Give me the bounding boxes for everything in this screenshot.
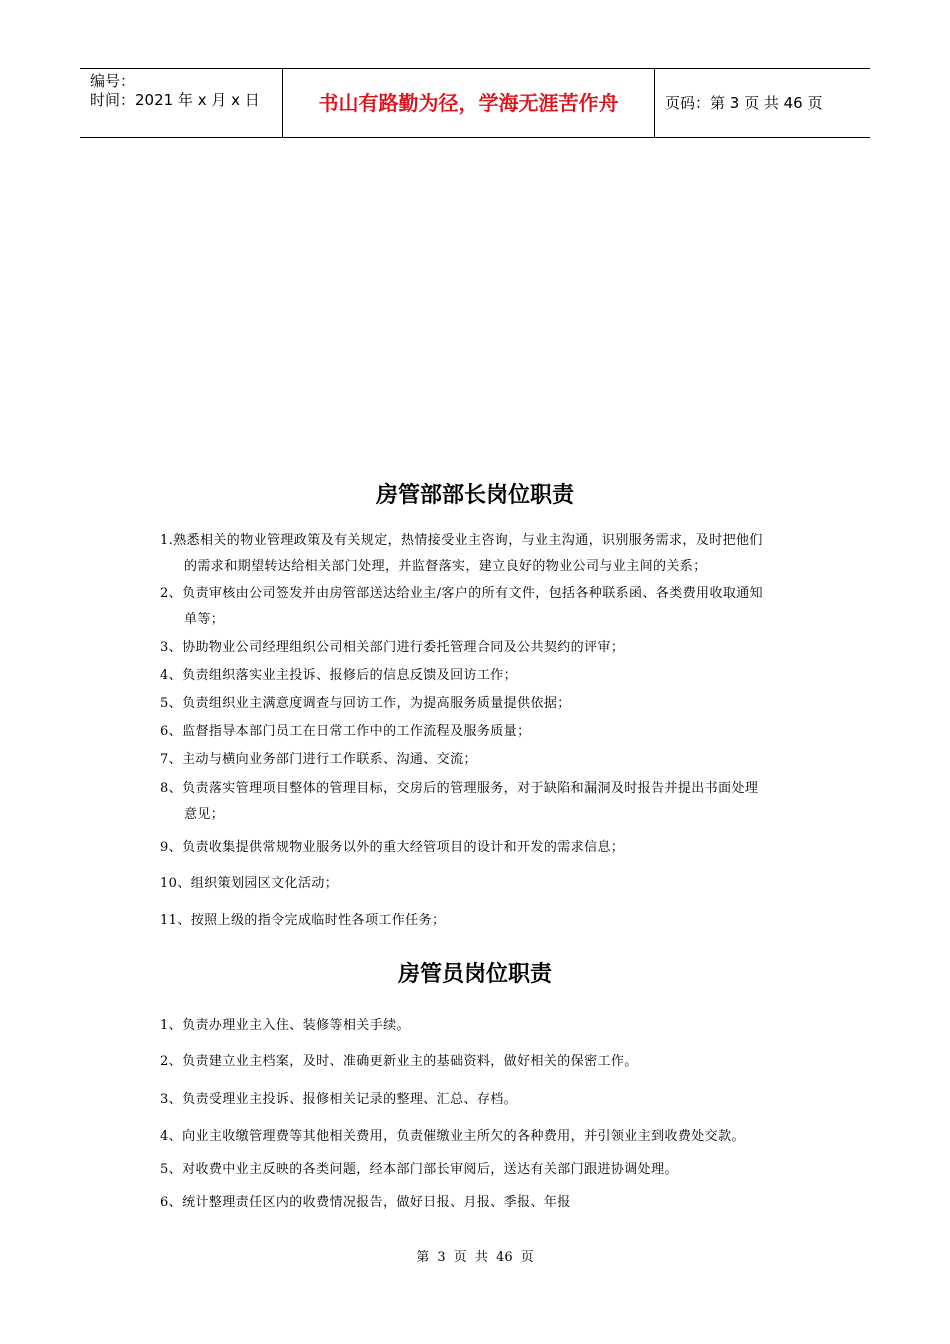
list-item-line-continued: 的需求和期望转达给相关部门处理，并监督落实，建立良好的物业公司与业主间的关系； <box>184 559 707 574</box>
list-item: 5、负责组织业主满意度调查与回访工作，为提高服务质量提供依据； <box>160 696 571 711</box>
list-item <box>160 528 810 580</box>
page-footer: 第 3 页 共 46 页 <box>416 1250 534 1265</box>
list-item: 3、负责受理业主投诉、报修相关记录的整理、汇总、存档。 <box>160 1092 518 1107</box>
list-item: 11、按照上级的指令完成临时性各项工作任务； <box>160 913 446 928</box>
list-item: 3、协助物业公司经理组织公司相关部门进行委托管理合同及公共契约的评审； <box>160 640 625 655</box>
list-item: 7、主动与横向业务部门进行工作联系、沟通、交流； <box>160 752 477 767</box>
list-item: 2、负责建立业主档案，及时、准确更新业主的基础资料，做好相关的保密工作。 <box>160 1054 638 1069</box>
list-item: 1、负责办理业主入住、装修等相关手续。 <box>160 1018 410 1033</box>
list-item: 9、负责收集提供常规物业服务以外的重大经管项目的设计和开发的需求信息； <box>160 840 625 855</box>
list-item: 4、负责组织落实业主投诉、报修后的信息反馈及回访工作； <box>160 668 518 683</box>
section-title-housing-clerk: 房管员岗位职责 <box>397 961 552 987</box>
list-item-line: 2、负责审核由公司签发并由房管部送达给业主/客户的所有文件，包括各种联系函、各类费用收取通知 <box>160 586 764 601</box>
header-motto: 书山有路勤为径，学海无涯苦作舟 <box>282 69 655 137</box>
list-item <box>160 776 810 828</box>
list-item-line-continued: 意见； <box>184 807 225 822</box>
list-item: 4、向业主收缴管理费等其他相关费用，负责催缴业主所欠的各种费用，并引领业主到收费处交款。 <box>160 1129 745 1144</box>
list-item <box>160 581 810 633</box>
header-meta <box>80 69 282 137</box>
list-item-line: 1.熟悉相关的物业管理政策及有关规定，热情接受业主咨询，与业主沟通，识别服务需求，及时把他们 <box>160 533 763 548</box>
list-item: 5、对收费中业主反映的各类问题，经本部门部长审阅后，送达有关部门跟进协调处理。 <box>160 1162 678 1177</box>
header-time-label: 时间：2021 年 x 月 x 日 <box>90 91 260 109</box>
header-number-label: 编号： <box>90 72 136 90</box>
list-item: 6、统计整理责任区内的收费情况报告，做好日报、月报、季报、年报 <box>160 1195 571 1210</box>
document-header <box>80 68 870 138</box>
list-item-line: 8、负责落实管理项目整体的管理目标，交房后的管理服务，对于缺陷和漏洞及时报告并提出书面处理 <box>160 781 759 796</box>
section-title-department-head: 房管部部长岗位职责 <box>375 482 574 508</box>
list-item-line-continued: 单等； <box>184 612 225 627</box>
list-item: 10、组织策划园区文化活动； <box>160 876 339 891</box>
list-item: 6、监督指导本部门员工在日常工作中的工作流程及服务质量； <box>160 724 531 739</box>
header-page-info: 页码：第 3 页 共 46 页 <box>665 94 823 112</box>
